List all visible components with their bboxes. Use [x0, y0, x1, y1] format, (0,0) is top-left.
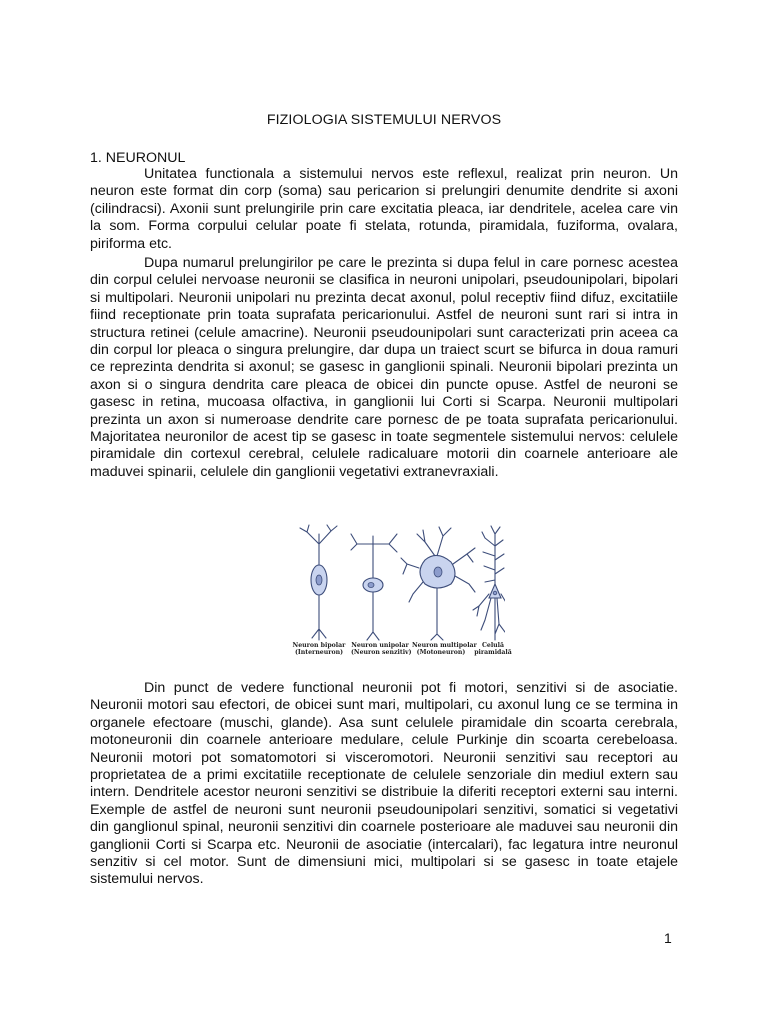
section-heading: 1. NEURONUL: [90, 150, 186, 166]
neuron-types-figure: [285, 524, 512, 664]
caption-multipolar: Neuron multipolar (Motoneuron): [412, 642, 477, 657]
document-title: FIZIOLOGIA SISTEMULUI NERVOS: [266, 112, 502, 128]
paragraph-3: Din punct de vedere functional neuronii pot fi motori, senzitivi si de asociatie. Neuronii motori sau efectori, de obicei sunt mari, multipolari, cu axonul lung ce se termina in organele efectoare (muschi, glande). Asa sunt celulele piramidale din scoarta cerebrala, motoneuronii din coarnele anterioare medulare, celule Purkinje din scoarta cerebeloasa. Neuronii motori pot somatomotori si visceromotori. Neuronii senzitivi sau receptori au proprietatea de a primi excitatiile receptionate de celulele senzoriale din mediul extern sau intern. Dendritele acestor neuroni senzitivi se distribuie la diferiti receptori externi sau interni. Exemple de astfel de neuroni sunt neuronii pseudounipolari senzitivi, somatici si vegetativi din ganglionul spinal, neuronii senzitivi din coarnele posterioare ale maduvei sau neuronii din ganglionii Corti si Scarpa etc. Neuronii de asociatie (intercalari), fac legatura intre neuronul senzitiv si cel motor. Sunt de dimensiuni mici, multipolari si se gasesc in toate etajele sistemului nervos.: [90, 680, 678, 888]
paragraph-2: Dupa numarul prelungirilor pe care le prezinta si dupa felul in care pornesc acestea din corpul celulei nervoase neuronii se clasifica in neuroni unipolari, pseudounipolari, bipolari si multipolari. Neuronii unipolari nu prezinta decat axonul, polul receptiv fiind difuz, excitatiile fiind receptionate prin toata suprafata pericarionului. Astfel de neuroni sunt rari si intra in structura retinei (celule amacrine). Neuronii pseudounipolari sunt caracterizati prin aceea ca din corpul lor pleaca o singura prelungire, dar dupa un traiect scurt se bifurca in doua ramuri ce reprezinta dendrita si axonul; se gasesc in ganglionii spinali. Neuronii bipolari prezinta un axon si o singura dendrita care pleaca de obicei din puncte opuse. Astfel de neuroni se gasesc in retina, mucoasa olfactiva, in ganglionii lui Corti si Scarpa. Neuronii multipolari prezinta un axon si numeroase dendrite care pornesc de pe toata suprafata pericarionului. Majoritatea neuronilor de acest tip se gasesc in toate segmentele sistemului nervos: celulele piramidale din cortexul cerebral, celulele radicaluare motorii din coarnele anterioare ale maduvei spinarii, celulele din ganglionii vegetativi extranevraxiali.: [90, 255, 678, 480]
caption-bipolar: Neuron bipolar (Interneuron): [292, 642, 346, 657]
caption-pyramidal: Celulă piramidală: [474, 642, 512, 657]
pyramidal-cell-drawing: [473, 526, 505, 640]
page-number: 1: [664, 930, 672, 946]
caption-unipolar: Neuron unipolar (Neuron senzitiv): [351, 642, 412, 657]
paragraph-1: Unitatea functionala a sistemului nervos este reflexul, realizat prin neuron. Un neuron este format din corp (soma) sau pericarion si prelungiri denumite dendrite si axoni (cilindracsi). Axonii sunt prelungirile prin care excitatia pleaca, iar dendritele, acelea care vin la som. Forma corpului celular poate fi stelata, rotunda, piramidala, fuziforma, ovalara, piriforma etc.: [90, 166, 678, 252]
neuron-illustration: [285, 524, 505, 642]
